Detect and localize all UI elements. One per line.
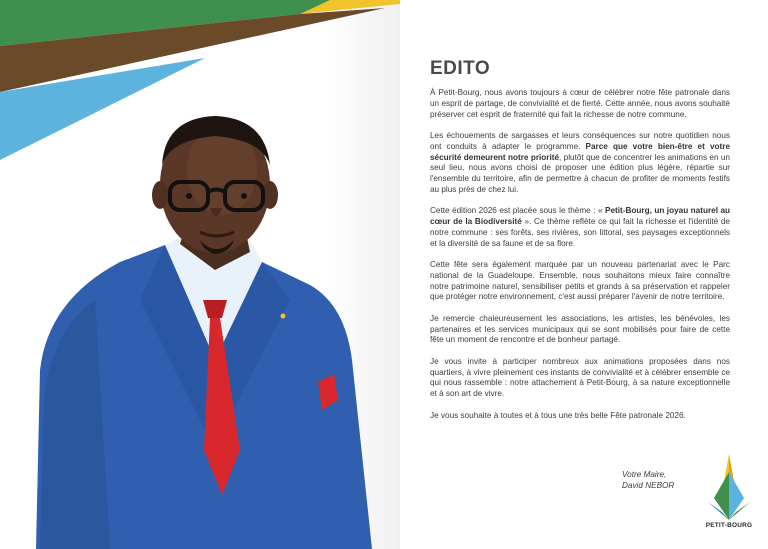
paragraph-text: , plutôt que de concentrer les animations en un seul lieu, nous avons choisi de proposer une édition plus légère, répartie sur l'ensemble du territoire, afin de permettre à chacun de profiter de moments festifs au plus près de chez lui. [430,152,730,194]
left-eye [186,193,192,199]
edito-body [430,88,730,432]
page-title: EDITO [430,58,491,79]
paragraph-intro: À Petit-Bourg, nous avons toujours à cœur de célébrer notre fête patronale dans un esprit de partage, de convivialité et de fierté. Cette année, nous avons souhaité préserver cet esprit de fraternité qui fait la richesse de notre commune. [430,88,730,119]
paragraph-emphasis: Parce que votre bien-être et votre sécurité demeurent notre priorité [430,141,731,162]
left-ear [152,181,168,209]
paragraph-emphasis: Petit-Bourg, un joyau naturel au cœur de la Biodiversité [430,206,730,227]
paragraph-text: Les échouements de sargasses et leurs conséquences sur notre quotidien nous ont conduits à adapter le programme. [430,131,730,151]
paragraph-thanks: Je remercie chaleureusement les associations, les artistes, les bénévoles, les partenaires et les services municipaux qui se sont mobilisés pour faire de cette fête un moment de rencontre et de bonheur partagé. [430,313,730,345]
paragraph-wishes: Je vous souhaite à toutes et à tous une très belle Fête patronale 2026. [430,410,686,420]
signature-role: Votre Maire, [622,470,667,479]
signature-name: David NEBOR [622,480,675,490]
paragraph-theme [430,206,730,249]
lapel-pin [281,314,286,319]
right-eye [241,193,247,199]
signature [622,470,674,491]
paragraph-partnership: Cette fête sera également marquée par un nouveau partenariat avec le Parc national de la Guadeloupe. Ensemble, nous souhaitons mieux faire connaître notre patrimoine naturel, sensibiliser petits et grands à sa préservation et rappeler que protéger notre environnement, c'est aussi préparer l'avenir de notre territoire. [430,260,730,302]
petit-bourg-logo-icon [700,452,758,532]
paragraph-text: ». Ce thème reflète ce qui fait la richesse et l'identité de notre commune : ses forêts, ses rivières, son littoral, ses paysages exceptionnels et la diversité de sa faune et de sa flore. [430,217,730,248]
paragraph-text: Cette édition 2026 est placée sous le thème : « [430,206,605,216]
paragraph-sargassum [430,131,730,196]
logo-text: PETIT-BOURG [705,522,753,529]
paragraph-invitation: Je vous invite à participer nombreux aux animations proposées dans nos quartiers, à vivre pleinement ces instants de convivialité et à célébrer ensemble ce qui nous rassemble : notre attachement à Petit-Bourg, à sa nature exceptionnelle et à son art de vivre. [430,356,730,399]
